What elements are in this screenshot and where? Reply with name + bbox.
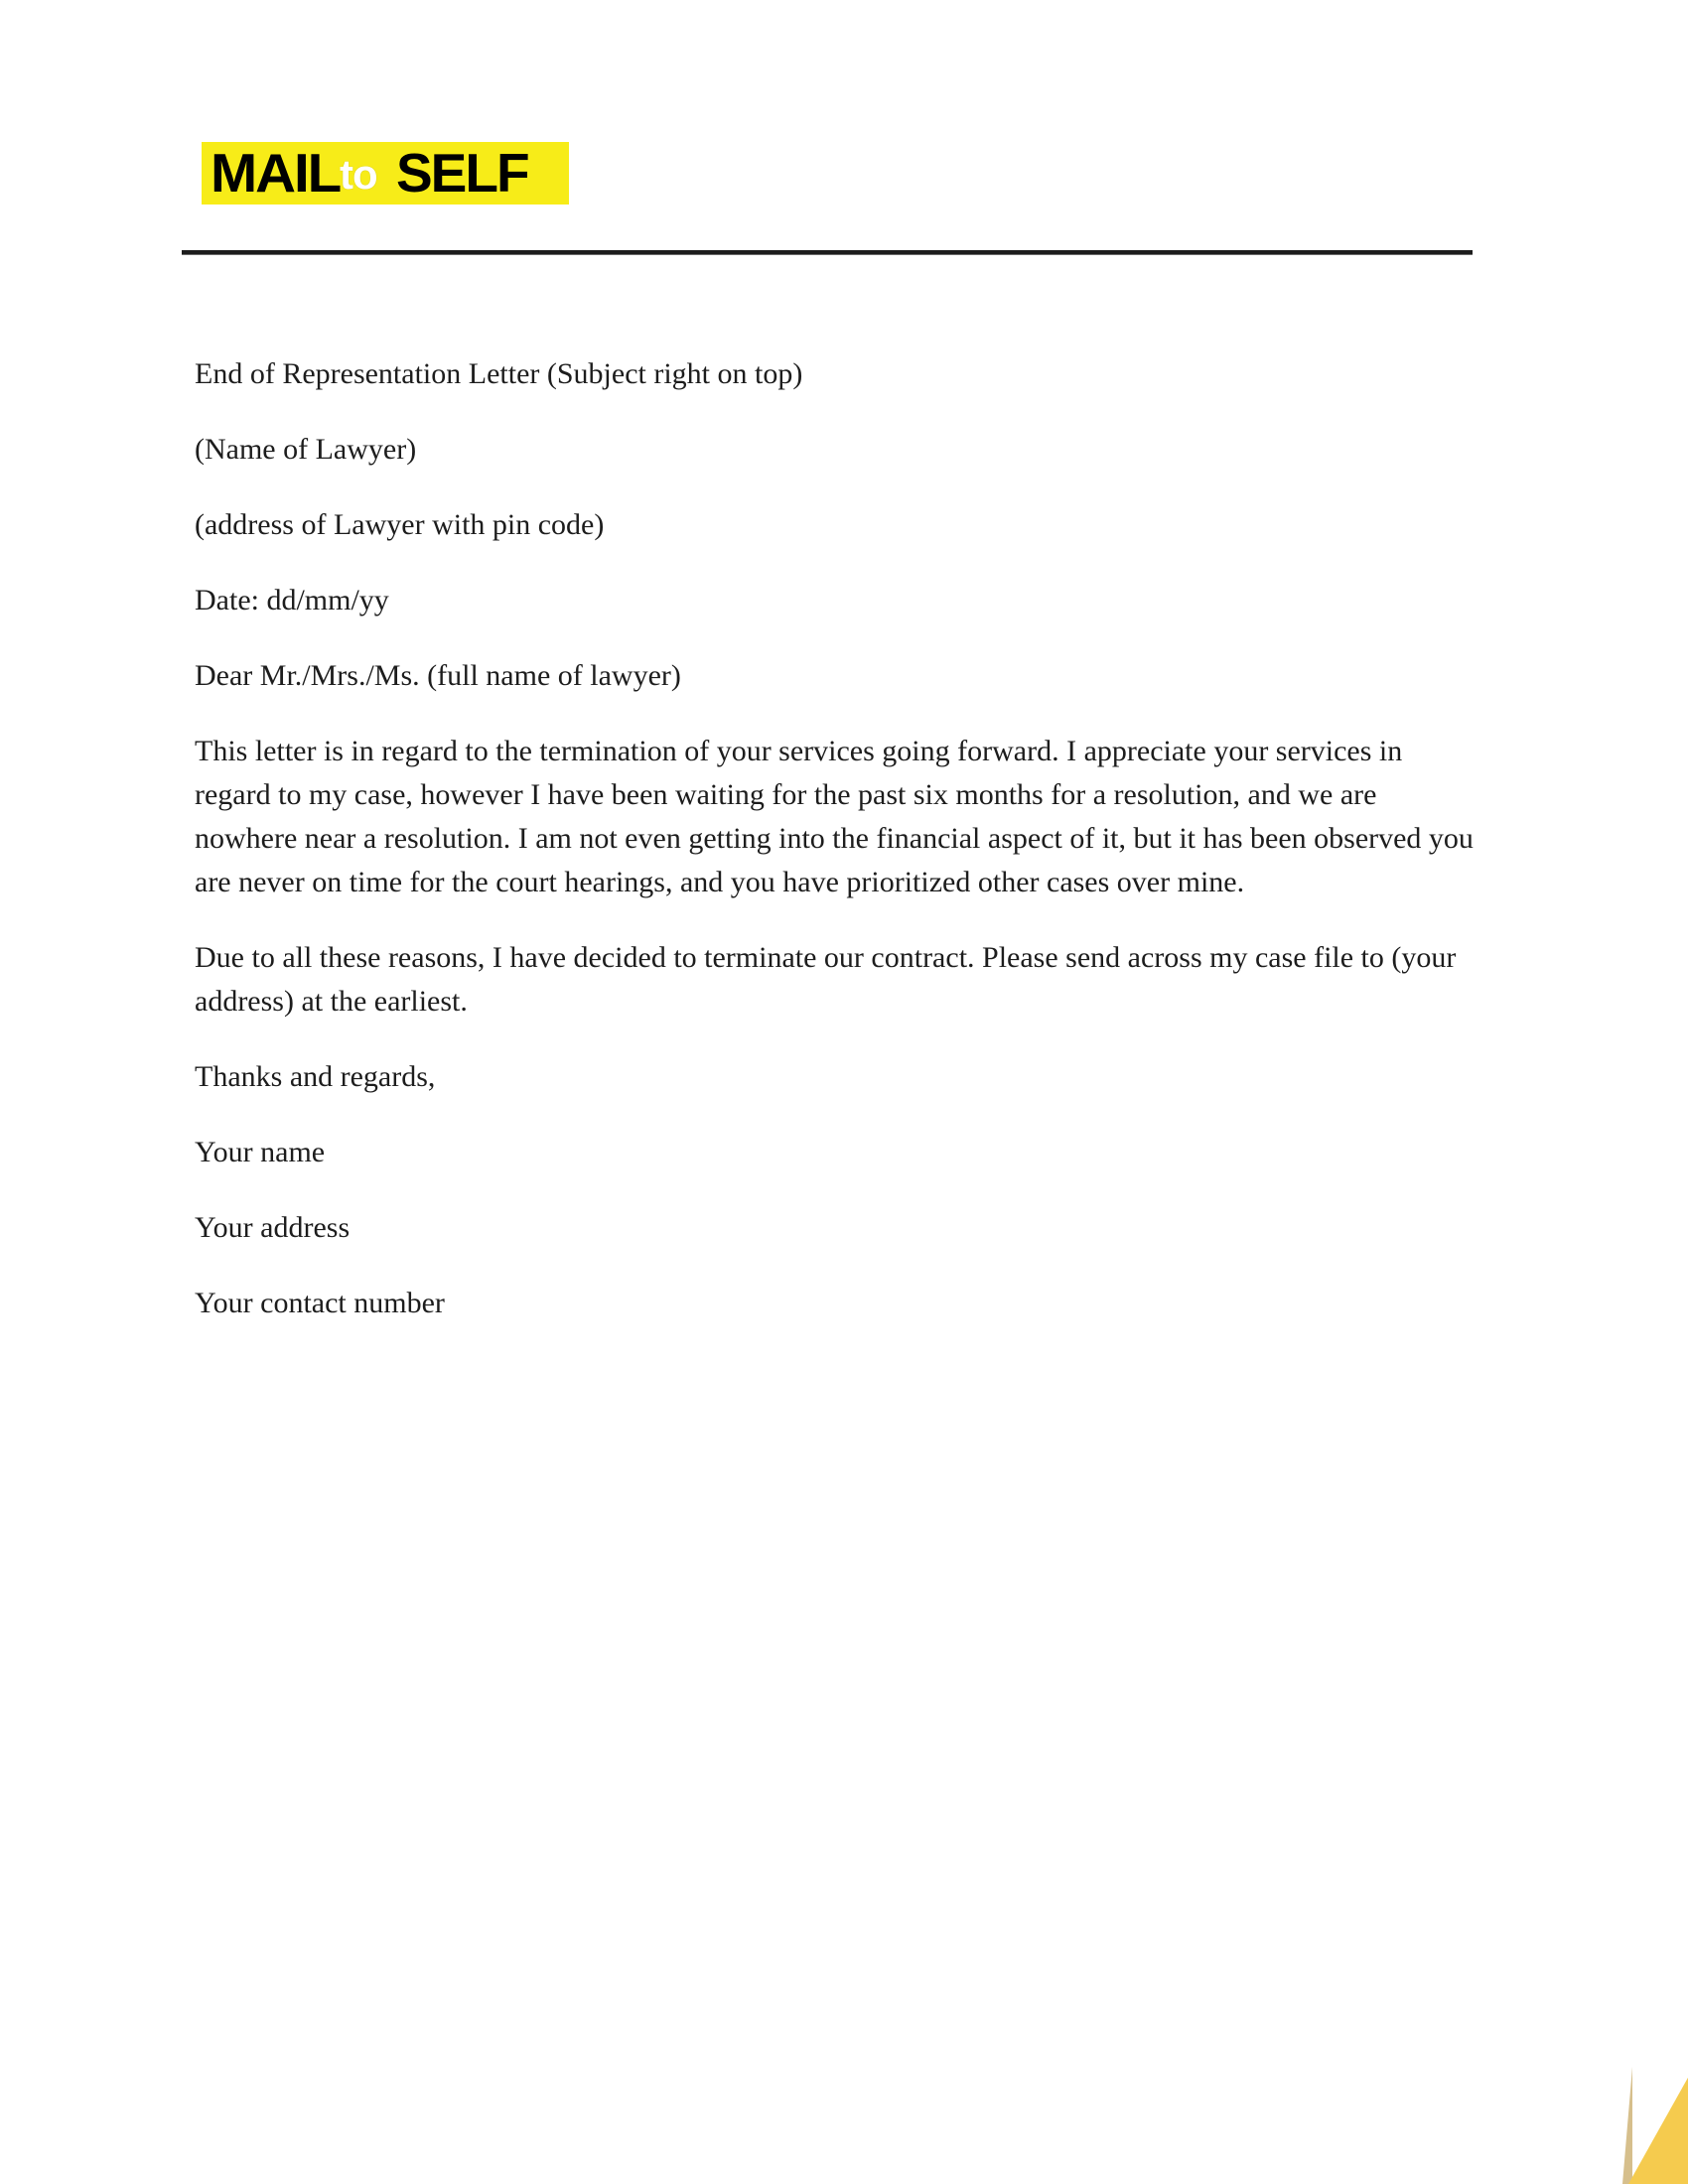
- header-divider: [182, 250, 1473, 255]
- logo-word-mail: MAIL: [211, 142, 341, 204]
- letter-date-line: Date: dd/mm/yy: [195, 584, 389, 616]
- logo-word-self: SELF: [396, 142, 528, 204]
- letter-content: [195, 352, 1485, 1357]
- letter-signature-name: Your name: [195, 1136, 326, 1168]
- letter-recipient-address: (address of Lawyer with pin code): [195, 508, 605, 541]
- corner-accent-wedge: [1628, 2067, 1688, 2184]
- letter-signature-address: Your address: [195, 1211, 351, 1244]
- letter-signature-contact: Your contact number: [195, 1287, 445, 1319]
- letterhead-header: [0, 0, 1688, 273]
- letter-body-paragraph-1: This letter is in regard to the termination of your services going forward. I appreciate your services in regard to my case, however I have been waiting for the past six months for a resolution, and we are nowhere near a resolution. I am not even getting into the financial aspect of it, but it has been observed you are never on time for the court hearings, and you have prioritized other cases over mine.: [195, 735, 1474, 898]
- letter-recipient-name: (Name of Lawyer): [195, 433, 417, 466]
- corner-accent-shadow: [1622, 2067, 1632, 2184]
- letter-subject-line: End of Representation Letter (Subject right on top): [195, 357, 803, 390]
- logo-word-to: to: [340, 151, 377, 198]
- letter-salutation: Dear Mr./Mrs./Ms. (full name of lawyer): [195, 659, 681, 692]
- letter-body-paragraph-2: Due to all these reasons, I have decided to terminate our contract. Please send across my case file to (your address) at the earliest.: [195, 941, 1457, 1018]
- mailtoself-logo: [202, 142, 569, 205]
- corner-accent-decoration: [1569, 2065, 1688, 2184]
- letter-closing: Thanks and regards,: [195, 1060, 436, 1093]
